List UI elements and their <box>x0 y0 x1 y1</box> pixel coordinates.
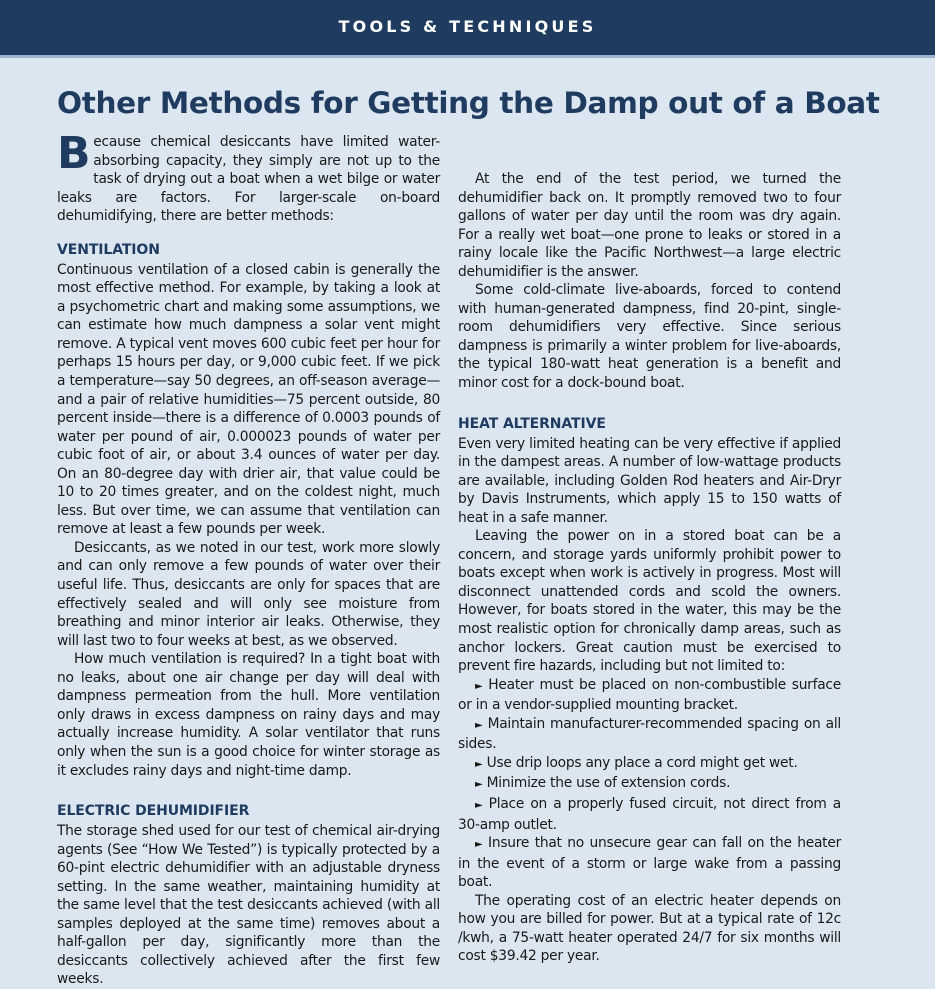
intro-text: ecause chemical desiccants have limited water-absorbing capacity, they simply are not up to the task of drying out a boat when a wet bilge or water leaks are factors. For larger-scale on-board dehumidifying, there are better methods: <box>57 134 440 225</box>
dehumidifier-paragraph-1: The storage shed used for our test of chemical air-drying agents (See “How We Tested”) is typically protected by a 60-pint electric dehumidifier with an adjustable dryness setting. In the same weather, maintaining humidity at the same level that the test desiccants achieved (with all samples deployed at the same time) removes about a half-gallon per day, significantly more than the desiccants collectively achieved after the first few weeks. <box>57 823 440 988</box>
bullet-arrow-icon: ► <box>475 719 483 731</box>
ventilation-heading: VENTILATION <box>57 241 160 258</box>
caution-list <box>458 676 841 892</box>
ventilation-paragraph-3: How much ventilation is required? In a tight boat with no leaks, about one air change per day will deal with dampness permeation from the hull. More ventilation only draws in excess dampness on rainy days and may actually increase humidity. A solar ventilator that runs only when the sun is a good choice for winter storage as it excludes rainy days and night-time damp. <box>57 651 440 779</box>
heat-paragraph-1: Even very limited heating can be very effective if applied in the dampest areas. A number of low-wattage products are available, including Golden Rod heaters and Air-Dryr by Davis Instruments, which apply 15 to 150 watts of heat in a safe manner. <box>458 435 841 526</box>
bullet-arrow-icon: ► <box>475 680 483 692</box>
bullet-arrow-icon: ► <box>475 779 483 791</box>
section-banner <box>0 0 935 58</box>
list-item: ► Maintain manufacturer-recommended spacing on all sides. <box>458 715 842 753</box>
list-item: ► Insure that no unsecure gear can fall on the heater in the event of a storm or large wake from a passing boat. <box>458 835 841 891</box>
heat-heading: HEAT ALTERNATIVE <box>458 415 606 432</box>
bullet-arrow-icon: ► <box>475 799 483 811</box>
list-item: ► Place on a properly fused circuit, not direct from a 30-amp outlet. <box>458 795 841 833</box>
dehumidifier-paragraph-2: At the end of the test period, we turned the dehumidifier back on. It promptly removed two to four gallons of water per day until the room was dry again. For a really wet boat—one prone to leaks or stored in a rainy locale like the Pacific Northwest—a large electric dehumidifier is the answer. <box>458 171 841 280</box>
article-title: Other Methods for Getting the Damp out of a Boat <box>57 86 880 120</box>
list-item: ► Heater must be placed on non-combustible surface or in a vendor-supplied mounting bracket. <box>458 676 841 714</box>
list-item: ► Minimize the use of extension cords. <box>475 775 731 792</box>
bullet-arrow-icon: ► <box>475 758 483 770</box>
heat-paragraph-2: Leaving the power on in a stored boat can be a concern, and storage yards uniformly prohibit power to boats except when work is actively in progress. Most will disconnect unattended cords and scold the owners. However, for boats stored in the water, this may be the most realistic option for chronically damp areas, such as anchor lockers. Great caution must be exercised to prevent fire hazards, including but not limited to: <box>458 528 841 675</box>
bullet-arrow-icon: ► <box>475 839 483 851</box>
drop-cap: B <box>57 128 91 179</box>
ventilation-paragraph-1: Continuous ventilation of a closed cabin is generally the most effective method. For example, by taking a look at a psychometric chart and making some assumptions, we can estimate how much dampness a solar vent might remove. A typical vent moves 600 cubic feet per hour for perhaps 15 hours per day, or 9,000 cubic feet. If we pick a temperature—say 50 degrees, an off-season average—and a pair of relative humidities—75 percent outside, 80 percent inside—there is a difference of 0.0003 pounds of water per pound of air, 0.000023 pounds of water per cubic foot of air, or about 3.4 ounces of water per day. On an 80-degree day with drier air, that value could be 10 to 20 times greater, and on the coldest night, much less. But over time, we can assume that ventilation can remove at least a few pounds per week. <box>57 261 440 538</box>
dehumidifier-paragraph-3: Some cold-climate live-aboards, forced to contend with human-generated dampness, find 20-pint, single-room dehumidifiers very effective. Since serious dampness is primarily a winter problem for live-aboards, the typical 180-watt heat generation is a benefit and minor cost for a dock-bound boat. <box>458 282 841 392</box>
left-column <box>57 128 440 989</box>
list-item: ► Use drip loops any place a cord might get wet. <box>475 754 798 771</box>
right-column <box>458 133 841 966</box>
ventilation-paragraph-2: Desiccants, as we noted in our test, work more slowly and can only remove a few pounds of water over their useful life. Thus, desiccants are only for spaces that are effectively sealed and will only see moisture from breathing and minor interior air leaks. Otherwise, they will last two to four weeks at best, as we observed. <box>57 539 440 649</box>
dehumidifier-heading: ELECTRIC DEHUMIDIFIER <box>57 803 250 820</box>
banner-label: TOOLS & TECHNIQUES <box>338 17 597 36</box>
heat-paragraph-3: The operating cost of an electric heater depends on how you are billed for power. But at a typical rate of 12c /kwh, a 75-watt heater operated 24/7 for six months will cost $39.42 per year. <box>458 892 841 965</box>
intro-paragraph <box>57 128 440 226</box>
